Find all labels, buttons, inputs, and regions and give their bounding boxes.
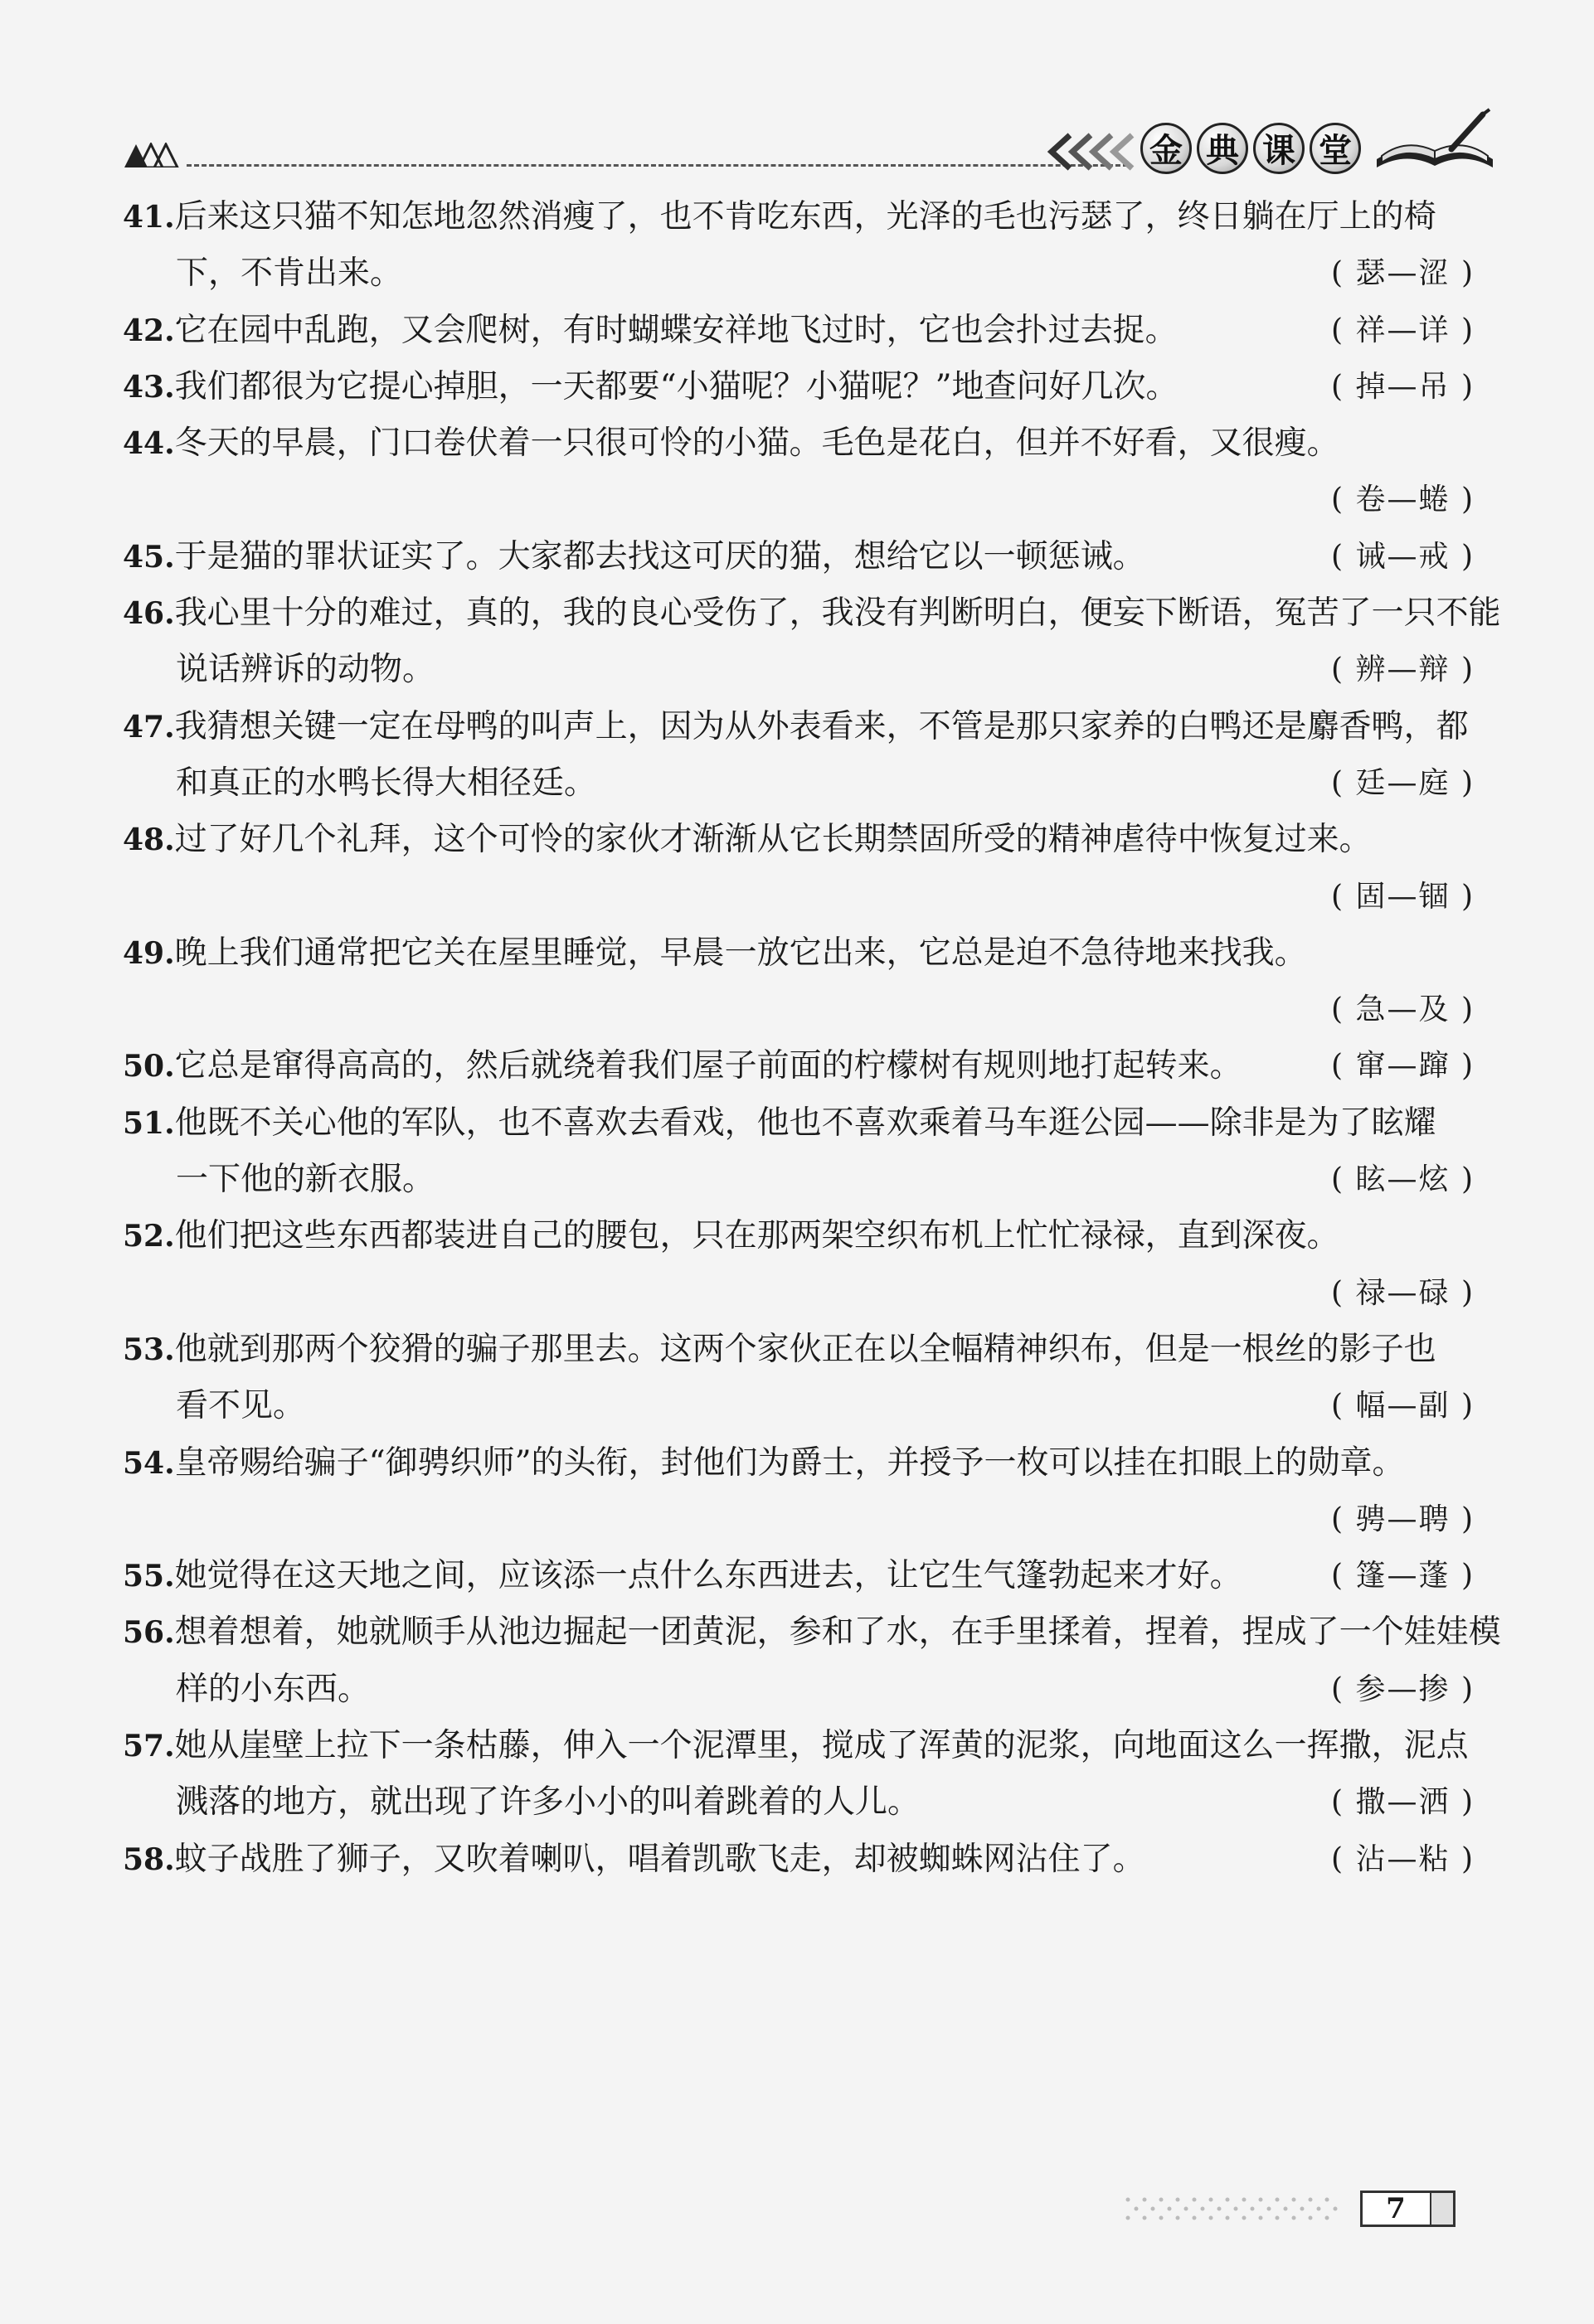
item-line bbox=[123, 189, 1466, 245]
item-line bbox=[123, 1152, 1475, 1208]
item-line bbox=[123, 359, 1475, 415]
item-number: 58. bbox=[123, 1841, 175, 1877]
item-text: 看不见。 bbox=[176, 1387, 306, 1425]
list-item bbox=[123, 1832, 1475, 1888]
item-text: 于是猫的罪状证实了。大家都去找这可厌的猫，想给它以一顿惩诫。 bbox=[174, 537, 1145, 575]
answer: ( 窜—蹿 ) bbox=[1331, 1049, 1475, 1084]
exercise-list bbox=[123, 189, 1501, 1888]
item-text: 说话辨诉的动物。 bbox=[176, 651, 435, 689]
item-text: 它在园中乱跑，又会爬树，有时蝴蝶安祥地飞过时，它也会扑过去捉。 bbox=[174, 311, 1178, 349]
item-line bbox=[123, 1774, 1475, 1831]
answer: ( 眩—炫 ) bbox=[1331, 1162, 1475, 1197]
item-number: 50. bbox=[123, 1049, 175, 1084]
brand-char: 课 bbox=[1253, 123, 1305, 174]
triangles-icon bbox=[124, 143, 182, 167]
answer: ( 沾—粘 ) bbox=[1331, 1841, 1475, 1876]
list-item bbox=[123, 925, 1475, 1039]
item-line bbox=[123, 245, 1475, 302]
item-text: 他就到那两个狡猾的骗子那里去。这两个家伙正在以全幅精神织布，但是一根丝的影子也 bbox=[174, 1330, 1436, 1368]
item-text: 后来这只猫不知怎地忽然消瘦了，也不肯吃东西，光泽的毛也污瑟了，终日躺在厅上的椅 bbox=[174, 198, 1436, 235]
answer: ( 掉—吊 ) bbox=[1331, 369, 1475, 404]
item-line bbox=[123, 642, 1475, 698]
answer: ( 祥—详 ) bbox=[1331, 313, 1475, 347]
brand-char: 金 bbox=[1140, 123, 1192, 174]
item-text: 它总是窜得高高的，然后就绕着我们屋子前面的柠檬树有规则地打起转来。 bbox=[174, 1047, 1242, 1085]
item-text: 过了好几个礼拜，这个可怜的家伙才渐渐从它长期禁固所受的精神虐待中恢复过来。 bbox=[174, 821, 1372, 859]
answer: ( 辨—辩 ) bbox=[1331, 653, 1475, 687]
item-line bbox=[123, 982, 1475, 1038]
list-item bbox=[123, 1208, 1475, 1322]
item-text: 想着想着，她就顺手从池边掘起一团黄泥，参和了水，在手里揉着，捏着，捏成了一个娃娃模 bbox=[174, 1613, 1501, 1652]
item-line bbox=[123, 1492, 1475, 1548]
item-line bbox=[123, 585, 1501, 642]
item-text: 样的小东西。 bbox=[176, 1670, 371, 1708]
item-line bbox=[123, 1265, 1475, 1322]
brand-char: 典 bbox=[1197, 123, 1248, 174]
list-item bbox=[123, 529, 1475, 585]
answer: ( 固—锢 ) bbox=[1331, 879, 1475, 914]
list-item bbox=[123, 1604, 1501, 1718]
item-text: 他们把这些东西都装进自己的腰包，只在那两架空织布机上忙忙禄禄，直到深夜。 bbox=[174, 1217, 1339, 1255]
answer: ( 诫—戒 ) bbox=[1331, 539, 1475, 574]
list-item bbox=[123, 1322, 1475, 1435]
item-number: 49. bbox=[123, 935, 175, 971]
item-number: 52. bbox=[123, 1219, 175, 1254]
item-number: 54. bbox=[123, 1445, 175, 1481]
answer: ( 撒—洒 ) bbox=[1331, 1785, 1475, 1820]
item-text: 下，不肯出来。 bbox=[176, 255, 403, 293]
item-number: 51. bbox=[123, 1105, 175, 1141]
item-text: 我们都很为它提心掉胆，一天都要“小猫呢？小猫呢？”地查问好几次。 bbox=[174, 367, 1178, 405]
item-line bbox=[123, 529, 1475, 585]
page-number: 7 bbox=[1386, 2192, 1406, 2225]
page-number-box bbox=[1360, 2191, 1455, 2227]
list-item bbox=[123, 1095, 1475, 1209]
answer: ( 急—及 ) bbox=[1331, 992, 1475, 1027]
item-line bbox=[123, 472, 1475, 528]
item-text: 溅落的地方，就出现了许多小小的叫着跳着的人儿。 bbox=[176, 1783, 921, 1822]
answer: ( 禄—碌 ) bbox=[1331, 1275, 1475, 1310]
item-number: 53. bbox=[123, 1332, 175, 1367]
item-number: 44. bbox=[123, 426, 175, 462]
series-brand bbox=[1140, 123, 1361, 174]
item-line bbox=[123, 1548, 1475, 1604]
item-text: 冬天的早晨，门口卷伏着一只很可怜的小猫。毛色是花白，但并不好看，又很瘦。 bbox=[174, 425, 1339, 463]
item-number: 46. bbox=[123, 596, 175, 632]
item-number: 57. bbox=[123, 1729, 175, 1764]
list-item bbox=[123, 812, 1475, 925]
answer: ( 幅—副 ) bbox=[1331, 1389, 1475, 1424]
answer: ( 参—掺 ) bbox=[1331, 1671, 1475, 1706]
list-item bbox=[123, 585, 1501, 699]
item-text: 我猜想关键一定在母鸭的叫声上，因为从外表看来，不管是那只家养的白鸭还是麝香鸭，都 bbox=[174, 707, 1469, 745]
list-item bbox=[123, 303, 1475, 359]
list-item bbox=[123, 415, 1475, 529]
item-line bbox=[123, 925, 1466, 982]
item-line bbox=[123, 1378, 1475, 1434]
item-line bbox=[123, 869, 1475, 925]
item-line bbox=[123, 812, 1466, 868]
answer: ( 骋—聘 ) bbox=[1331, 1502, 1475, 1536]
item-line bbox=[123, 699, 1469, 755]
item-number: 48. bbox=[123, 822, 175, 858]
page-tab-marker bbox=[1430, 2193, 1453, 2225]
item-number: 43. bbox=[123, 369, 175, 405]
brand-char: 堂 bbox=[1310, 123, 1361, 174]
answer: ( 篷—蓬 ) bbox=[1331, 1559, 1475, 1594]
list-item bbox=[123, 1718, 1475, 1832]
item-line bbox=[123, 1435, 1466, 1492]
item-line bbox=[123, 415, 1466, 472]
double-chevron-left-icon bbox=[1045, 131, 1136, 172]
item-text: 她觉得在这天地之间，应该添一点什么东西进去，让它生气篷勃起来才好。 bbox=[174, 1557, 1242, 1595]
item-text: 他既不关心他的军队，也不喜欢去看戏，他也不喜欢乘着马车逛公园——除非是为了眩耀 bbox=[174, 1104, 1436, 1142]
item-text: 她从崖壁上拉下一条枯藤，伸入一个泥潭里，搅成了浑黄的泥浆，向地面这么一挥撒，泥点 bbox=[174, 1727, 1469, 1765]
item-text: 我心里十分的难过，真的，我的良心受伤了，我没有判断明白，便妄下断语，冤苦了一只不能 bbox=[174, 594, 1501, 633]
answer: ( 卷—蜷 ) bbox=[1331, 483, 1475, 517]
item-line bbox=[123, 1832, 1475, 1888]
item-line bbox=[123, 755, 1475, 812]
item-line bbox=[123, 1038, 1475, 1094]
list-item bbox=[123, 1435, 1475, 1549]
item-line bbox=[123, 1662, 1475, 1718]
item-line bbox=[123, 303, 1475, 359]
list-item bbox=[123, 359, 1475, 415]
header-dashed-rule bbox=[187, 164, 1128, 167]
list-item bbox=[123, 1548, 1475, 1604]
item-text: 皇帝赐给骗子“御骋织师”的头衔，封他们为爵士，并授予一枚可以挂在扣眼上的勋章。 bbox=[174, 1443, 1405, 1482]
item-number: 45. bbox=[123, 539, 175, 575]
dot-pattern-decoration bbox=[1120, 2193, 1344, 2225]
answer: ( 廷—庭 ) bbox=[1331, 765, 1475, 800]
open-book-pen-icon bbox=[1368, 108, 1501, 174]
item-number: 56. bbox=[123, 1615, 175, 1651]
item-text: 和真正的水鸭长得大相径廷。 bbox=[176, 764, 597, 802]
answer: ( 瑟—涩 ) bbox=[1331, 256, 1475, 291]
list-item bbox=[123, 1038, 1475, 1094]
item-text: 晚上我们通常把它关在屋里睡觉，早晨一放它出来，它总是迫不急待地来找我。 bbox=[174, 934, 1307, 972]
item-number: 42. bbox=[123, 313, 175, 348]
item-text: 蚊子战胜了狮子，又吹着喇叭，唱着凯歌飞走，却被蜘蛛网沾住了。 bbox=[174, 1840, 1145, 1878]
list-item bbox=[123, 699, 1475, 813]
item-number: 41. bbox=[123, 200, 175, 235]
list-item bbox=[123, 189, 1475, 303]
item-line bbox=[123, 1604, 1501, 1661]
item-line bbox=[123, 1718, 1469, 1774]
item-number: 55. bbox=[123, 1559, 175, 1594]
item-number: 47. bbox=[123, 709, 175, 745]
item-text: 一下他的新衣服。 bbox=[176, 1161, 435, 1199]
item-line bbox=[123, 1322, 1466, 1378]
item-line bbox=[123, 1095, 1466, 1152]
page-header bbox=[124, 108, 1501, 182]
item-line bbox=[123, 1208, 1466, 1264]
